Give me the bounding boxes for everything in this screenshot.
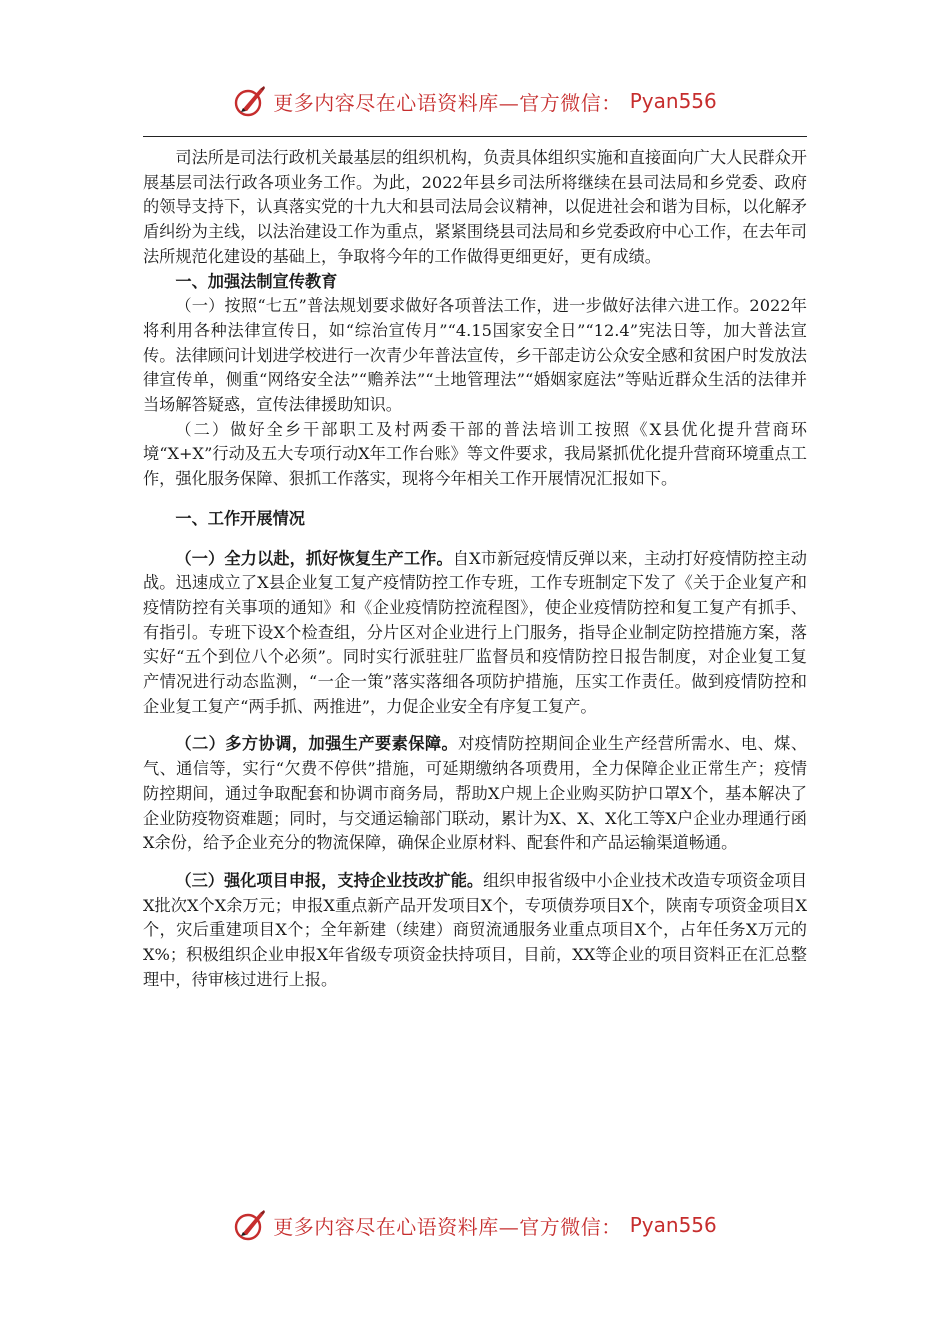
quill-pen-logo-icon	[233, 1208, 267, 1242]
item-project-application-lead: （三）强化项目申报，支持企业技改扩能。	[175, 870, 484, 890]
watermark-wechat-id: Pyan556	[629, 89, 717, 113]
item-production-factors-body: 对疫情防控期间企业生产经营所需水、电、煤、气、通信等，实行“欠费不停供”措施，可延期缴纳各项费用，全力保障企业正常生产；疫情防控期间，通过争取配套和协调市商务局，帮助X户规上企业购买防护口罩X个，基本解决了企业防疫物资难题；同时，与交通运输部门联动，累计为X、X、X化工等X户企业办理通行函X余份，给予企业充分的物流保障，确保企业原材料、配套件和产品运输渠道畅通。	[143, 734, 808, 853]
item-production-factors	[143, 732, 807, 856]
document-body	[143, 146, 807, 993]
item-resume-production-body: 自X市新冠疫情反弹以来，主动打好疫情防控主动战。迅速成立了X县企业复工复产疫情防控工作专班，工作专班制定下发了《关于企业复产和疫情防控有关事项的通知》和《企业疫情防控流程图》，使企业疫情防控和复工复产有抓手、有指引。专班下设X个检查组，分片区对企业进行上门服务，指导企业制定防控措施方案，落实好“五个到位八个必须”。同时实行派驻驻厂监督员和疫情防控日报告制度，对企业复工复产情况进行动态监测，“一企一策”落实落细各项防护措施，压实工作责任。做到疫情防控和企业复工复产“两手抓、两推进”，力促企业安全有序复工复产。	[143, 548, 807, 716]
item-project-application	[143, 869, 807, 993]
intro-paragraph: 司法所是司法行政机关最基层的组织机构，负责具体组织实施和直接面向广大人民群众开展基层司法行政各项业务工作。为此，2022年县乡司法所将继续在县司法局和乡党委、政府的领导支持下，认真落实党的十九大和县司法局会议精神，以促进社会和谐为目标，以化解矛盾纠纷为主线，以法治建设工作为重点，紧紧围绕县司法局和乡党委政府中心工作，在去年司法所规范化建设的基础上，争取将今年的工作做得更细更好，更有成绩。	[143, 148, 807, 266]
header-divider	[143, 136, 807, 137]
footer-watermark	[0, 1208, 950, 1242]
header-watermark	[0, 84, 950, 118]
section-heading-legal-education: 一、加强法制宣传教育	[175, 271, 338, 291]
item-production-factors-lead: （二）多方协调，加强生产要素保障。	[175, 734, 459, 754]
item-project-application-body: 组织申报省级中小企业技术改造专项资金项目X批次X个X余万元；申报X重点新产品开发项目X个，专项债券项目X个，陕南专项资金项目X个，灾后重建项目X个；全年新建（续建）商贸流通服务业重点项目X个，占年任务X万元的X%；积极组织企业申报X年省级专项资金扶持项目，目前，XX等企业的项目资料正在汇总整理中，待审核过进行上报。	[143, 870, 808, 989]
watermark-text: 更多内容尽在心语资料库—官方微信：	[273, 90, 622, 115]
quill-pen-logo-icon	[233, 84, 267, 118]
section-heading-work-progress: 一、工作开展情况	[175, 508, 305, 528]
item-resume-production-lead: （一）全力以赴，抓好恢复生产工作。	[175, 548, 453, 568]
item-resume-production	[143, 547, 807, 720]
watermark-wechat-id: Pyan556	[629, 1213, 717, 1237]
paragraph-popularize-law: （一）按照“七五”普法规划要求做好各项普法工作，进一步做好法律六进工作。2022年将利用各种法律宣传日，如“综治宣传月”“4.15国家安全日”“12.4”宪法日等，加大普法宣传。法律顾问计划进学校进行一次青少年普法宣传，乡干部走访公众安全感和贫困户时发放法律宣传单，侧重“网络安全法”“赡养法”“土地管理法”“婚姻家庭法”等贴近群众生活的法律并当场解答疑惑，宣传法律援助知识。	[143, 296, 807, 415]
paragraph-training-report: （二）做好全乡干部职工及村两委干部的普法培训工按照《X县优化提升营商环境“X+X”行动及五大专项行动X年工作台账》等文件要求，我局紧抓优化提升营商环境重点工作，强化服务保障、狠抓工作落实，现将今年相关工作开展情况汇报如下。	[143, 419, 807, 489]
watermark-text: 更多内容尽在心语资料库—官方微信：	[273, 1214, 622, 1239]
